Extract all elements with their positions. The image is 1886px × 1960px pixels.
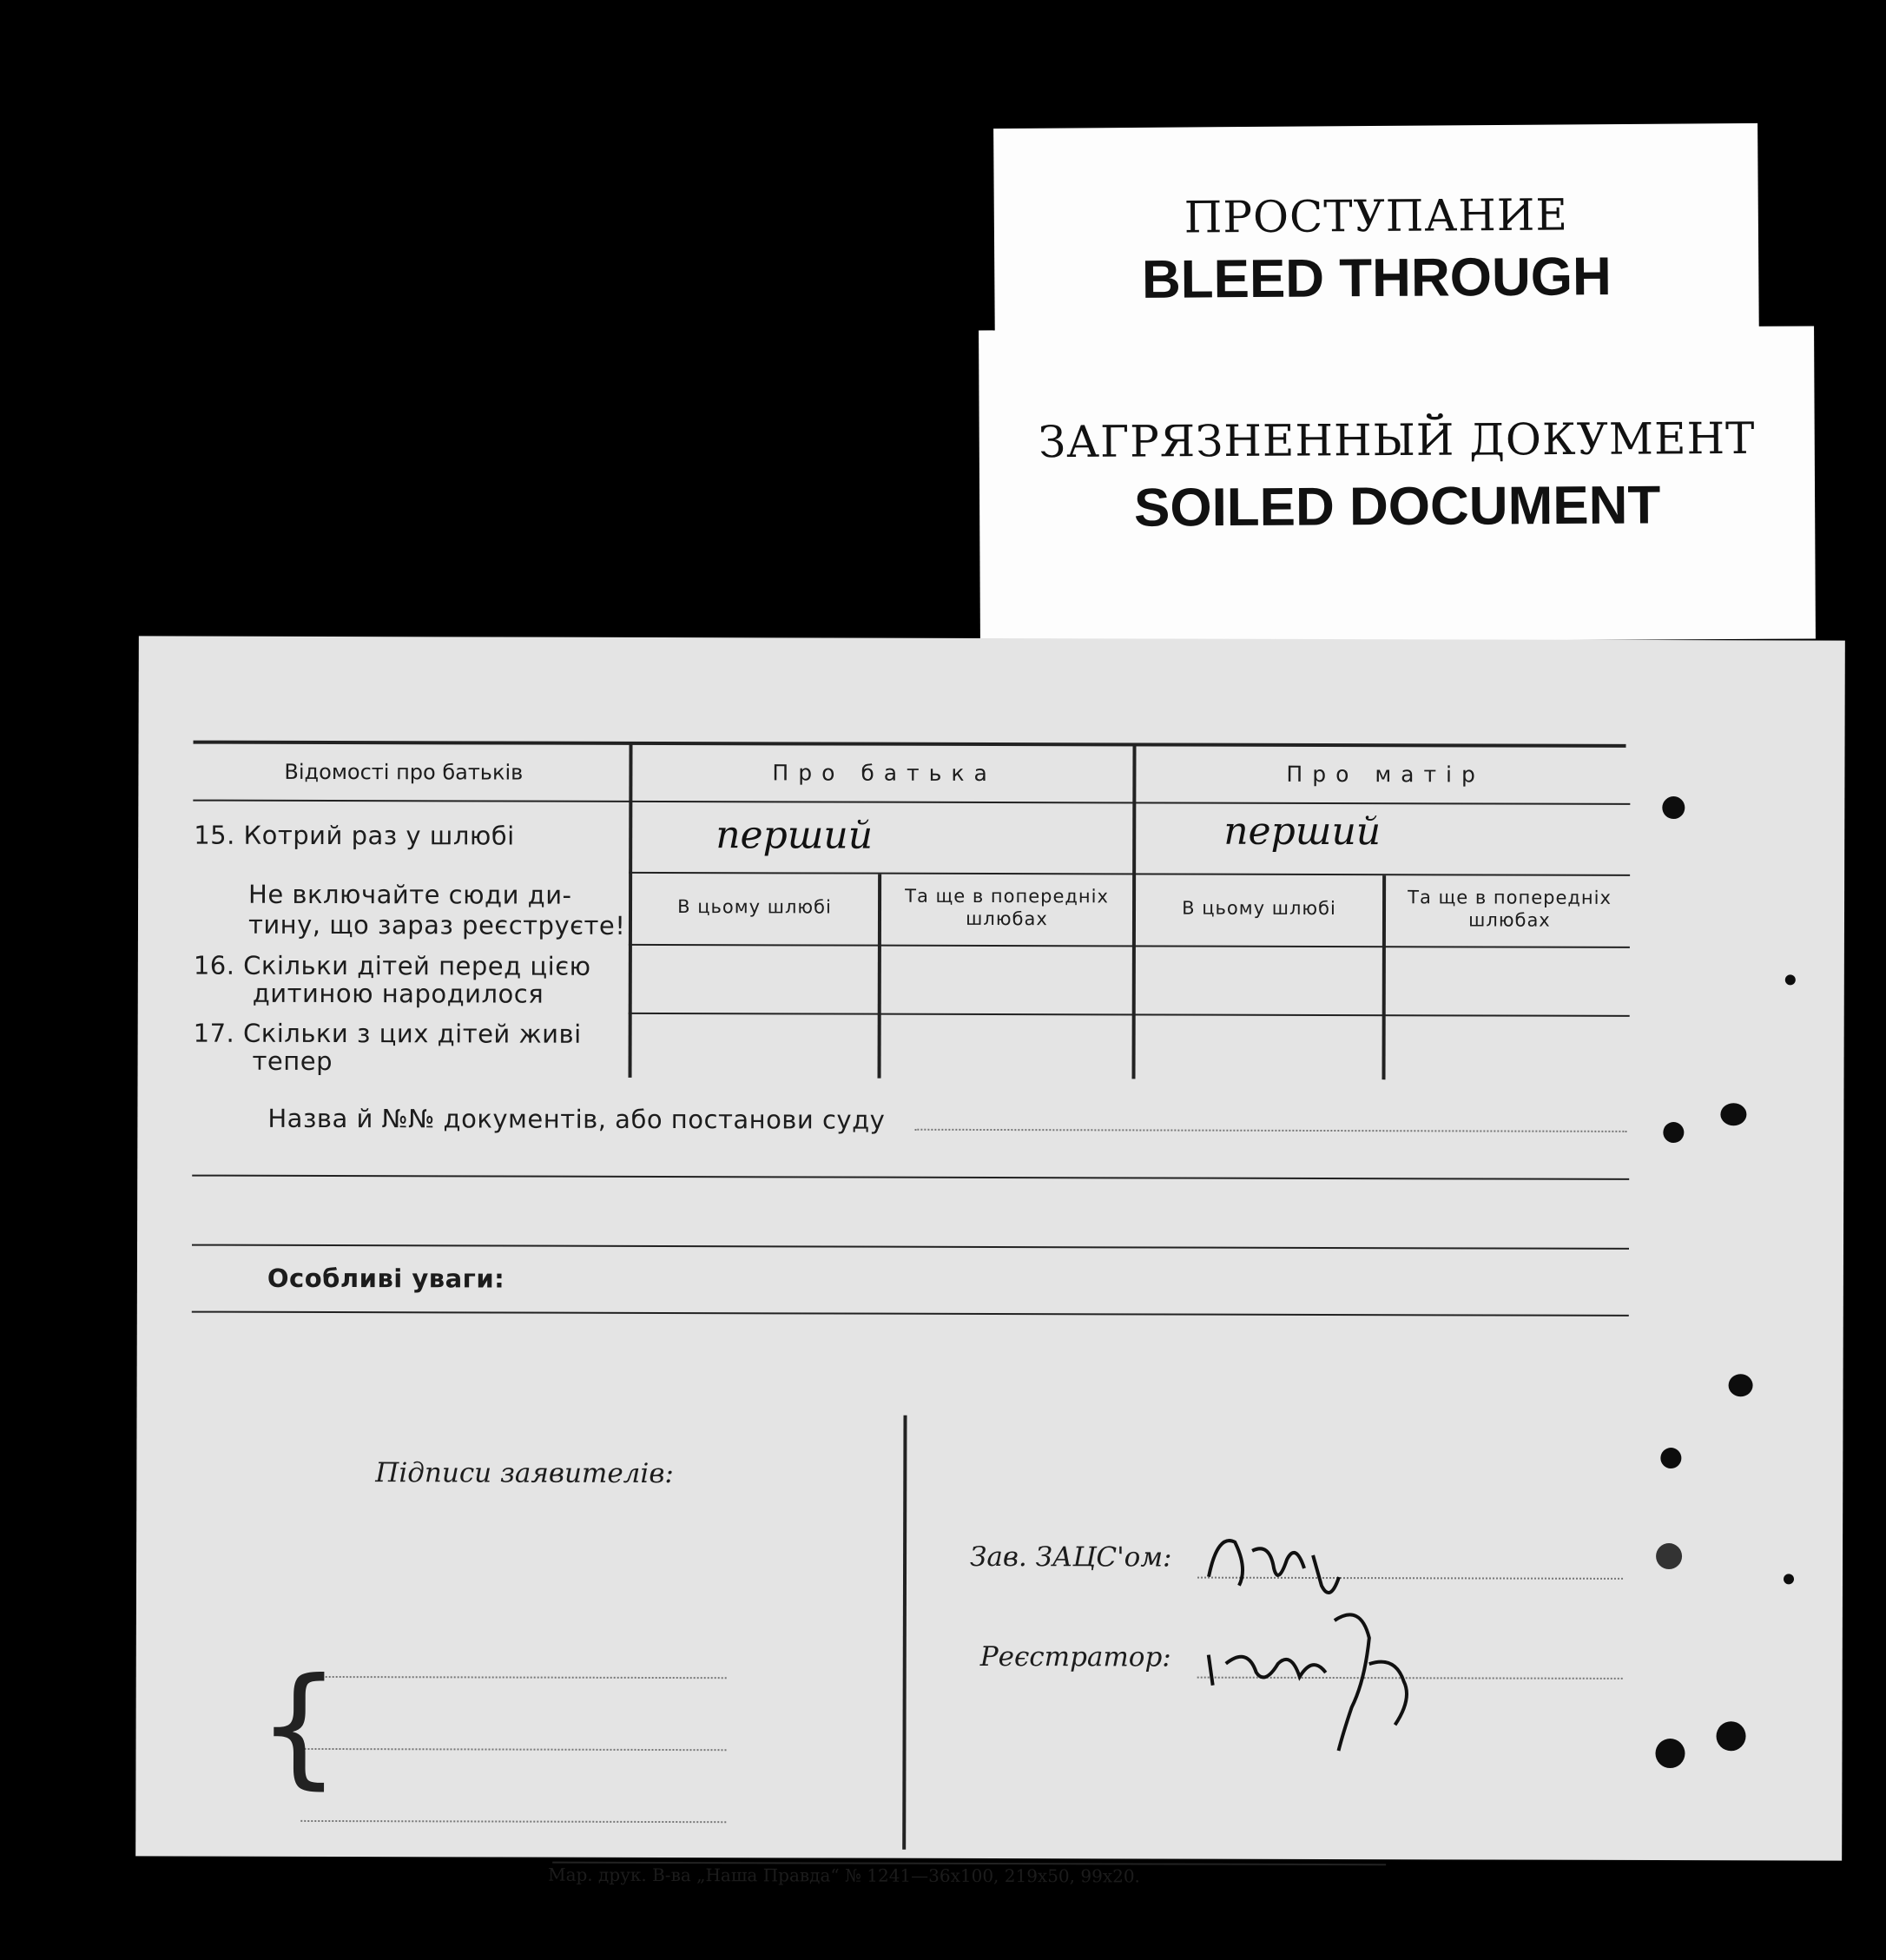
printer-imprint-footer: Мар. друк. В-ва „Наша Правда“ № 1241—36х100, 219х50, 99х20. [548,1864,1140,1887]
row16-label-line1: 16. Скільки дітей перед цією [193,950,591,981]
registrar-label: Реєстратор: [979,1640,1171,1673]
binding-hole [1660,1448,1681,1468]
father-previous-marriages-line2: шлюбах [966,907,1048,930]
exclude-child-note-line2: тину, що зараз реєструєте! [247,909,626,940]
signature-brace: { [257,1650,341,1803]
exclude-child-note-line1: Не включайте сюди ди- [248,879,572,910]
mother-previous-marriages-line1: Та ще в попередніх [1408,887,1612,908]
bleed-through-ru-text: ПРОСТУПАНИЕ [1184,189,1569,243]
header-father-column: Про батька [772,760,997,787]
special-notes-rule [192,1311,1629,1317]
mother-this-marriage-subheader: В цьому шлюбі [1182,897,1336,920]
documents-dotted-line [914,1129,1626,1132]
binding-hole [1720,1103,1746,1125]
header-info-column: Відомості про батьків [284,759,524,785]
row17-label-line2: тепер [252,1046,333,1077]
father-previous-marriages-line1: Та ще в попередніх [905,885,1109,907]
signatures-vertical-divider [902,1416,907,1850]
row17-label-line1: 17. Скільки з цих дітей живі [193,1018,582,1049]
row15-father-handwritten-value: перший [715,813,874,858]
registrar-signature-scrawl [1195,1603,1456,1778]
row15-bottom-rule [629,872,1630,876]
bleed-through-en-text: BLEED THROUGH [1141,247,1612,310]
binding-hole [1655,1739,1685,1768]
binding-hole [1662,796,1685,819]
header-bottom-rule [193,800,1630,805]
row16-bottom-rule [629,1013,1630,1017]
applicant-signatures-label: Підписи заявителів: [375,1457,674,1490]
binding-hole [1784,1574,1794,1584]
header-mother-column: Про матір [1286,761,1485,788]
head-of-registry-label: Зав. ЗАЦС'ом: [970,1541,1172,1574]
binding-hole [1656,1543,1682,1569]
binding-hole [1729,1374,1753,1396]
soiled-document-ru-text: ЗАГРЯЗНЕННЫЙ ДОКУМЕНТ [1038,412,1756,468]
documents-rule-1 [192,1175,1629,1180]
signature-line-1 [301,1676,727,1679]
documents-rule-2 [192,1244,1629,1250]
documents-label: Назва й №№ документів, або постанови суду [267,1103,886,1135]
soiled-document-label [979,326,1816,643]
bleed-through-label [993,123,1759,354]
special-notes-label: Особливі уваги: [267,1263,505,1294]
row15-label: 15. Котрий раз у шлюбі [194,820,515,851]
subheader-bottom-rule [629,944,1630,948]
father-this-marriage-subheader: В цьому шлюбі [677,896,832,918]
binding-hole [1785,974,1796,985]
row15-mother-handwritten-value: перший [1223,808,1382,855]
binding-hole [1663,1122,1684,1143]
row16-label-line2: дитиною народилося [252,978,544,1009]
signature-line-2 [300,1748,726,1751]
signature-line-3 [300,1820,726,1823]
binding-hole [1716,1721,1745,1751]
registration-form-sheet [135,636,1845,1887]
table-top-rule [194,741,1626,748]
mother-previous-marriages-line2: шлюбах [1468,909,1551,931]
soiled-document-en-text: SOILED DOCUMENT [1133,475,1661,538]
